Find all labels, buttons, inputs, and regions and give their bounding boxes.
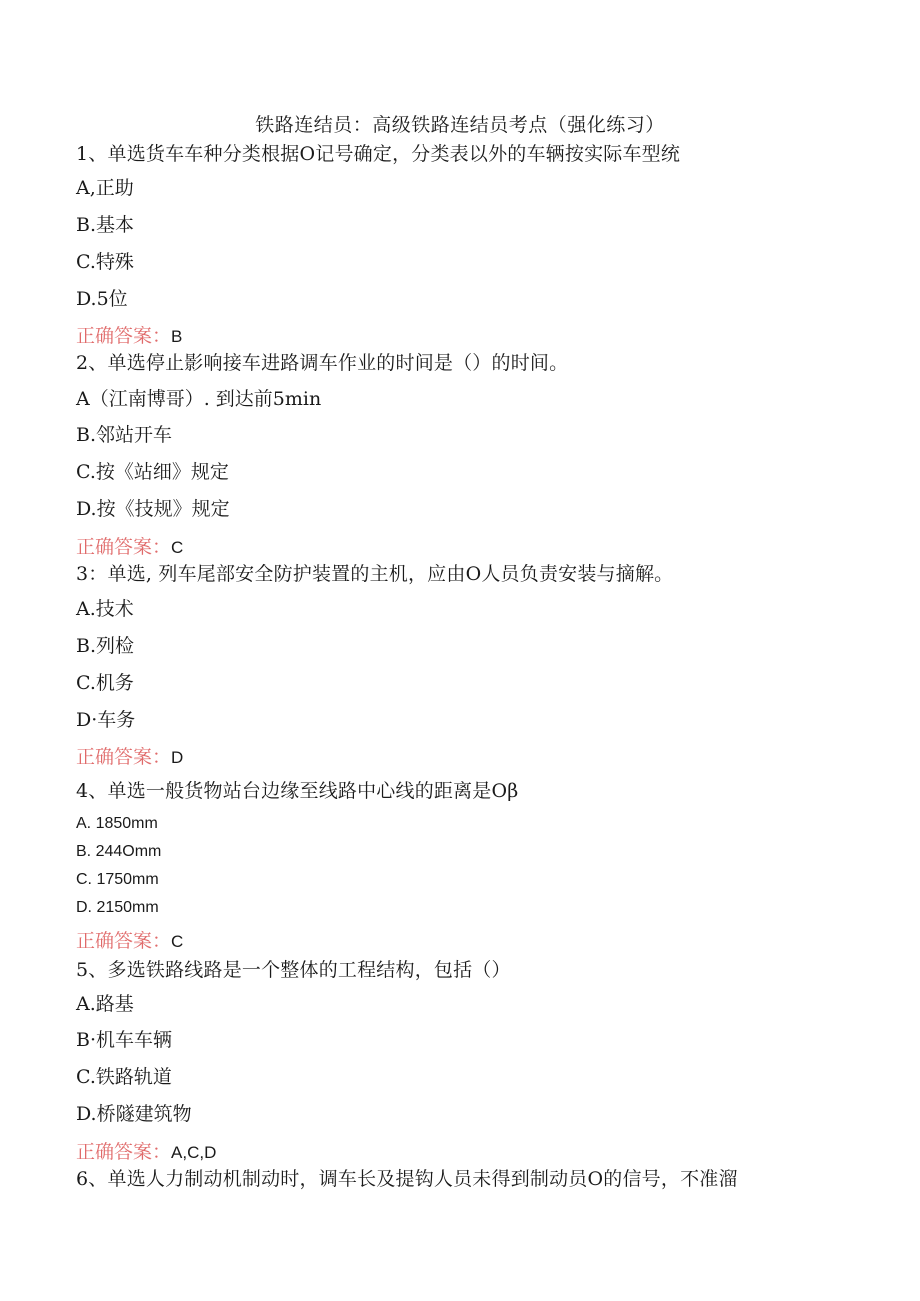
question-stem: 1、单选货车车种分类根据O记号确定，分类表以外的车辆按实际车型统: [76, 143, 681, 165]
option-c: C.按《站细》规定: [76, 461, 229, 483]
option-a: A,正助: [76, 177, 134, 199]
answer-label: 正确答案：: [76, 325, 172, 347]
answer-value: C: [171, 538, 184, 557]
option-a: A. 1850mm: [76, 815, 158, 832]
option-c: C. 1750mm: [76, 871, 159, 888]
answer-value: A,C,D: [171, 1143, 217, 1162]
answer-line: [76, 323, 182, 350]
question-stem: 2、单选停止影响接车进路调车作业的时间是（）的时间。: [76, 352, 569, 374]
question-stem: 5、多选铁路线路是一个整体的工程结构，包括（）: [76, 959, 511, 981]
option-a: A（江南博哥）. 到达前5min: [76, 388, 322, 410]
answer-value: C: [171, 932, 184, 951]
option-d: D.按《技规》规定: [76, 498, 230, 520]
answer-value: D: [171, 748, 184, 767]
answer-line: [76, 744, 183, 771]
answer-line: [76, 928, 183, 955]
option-d: D. 2150mm: [76, 899, 159, 916]
answer-value: B: [171, 327, 183, 346]
option-a: A.技术: [76, 598, 134, 620]
document-title: 铁路连结员：高级铁路连结员考点（强化练习）: [255, 114, 665, 136]
answer-label: 正确答案：: [76, 1141, 172, 1163]
option-a: A.路基: [76, 993, 134, 1015]
question-stem: 6、单选人力制动机制动时，调车长及提钩人员未得到制动员O的信号，不准溜: [76, 1168, 738, 1190]
question-stem: 3：单选, 列车尾部安全防护装置的主机，应由O人员负责安装与摘解。: [76, 563, 674, 585]
option-b: B.列检: [76, 635, 135, 657]
answer-label: 正确答案：: [76, 930, 172, 952]
option-d: D·车务: [76, 709, 136, 731]
answer-line: [76, 534, 183, 561]
option-c: C.铁路轨道: [76, 1066, 172, 1088]
answer-label: 正确答案：: [76, 746, 172, 768]
option-c: C.机务: [76, 672, 134, 694]
option-d: D.5位: [76, 288, 128, 310]
option-b: B·机车车辆: [76, 1029, 173, 1051]
question-stem: 4、单选一般货物站台边缘至线路中心线的距离是Oβ: [76, 780, 519, 802]
answer-label: 正确答案：: [76, 536, 172, 558]
answer-line: [76, 1139, 216, 1166]
option-b: B.邻站开车: [76, 424, 173, 446]
option-d: D.桥隧建筑物: [76, 1103, 192, 1125]
option-b: B.基本: [76, 214, 135, 236]
option-c: C.特殊: [76, 251, 134, 273]
option-b: B. 244Omm: [76, 843, 162, 860]
